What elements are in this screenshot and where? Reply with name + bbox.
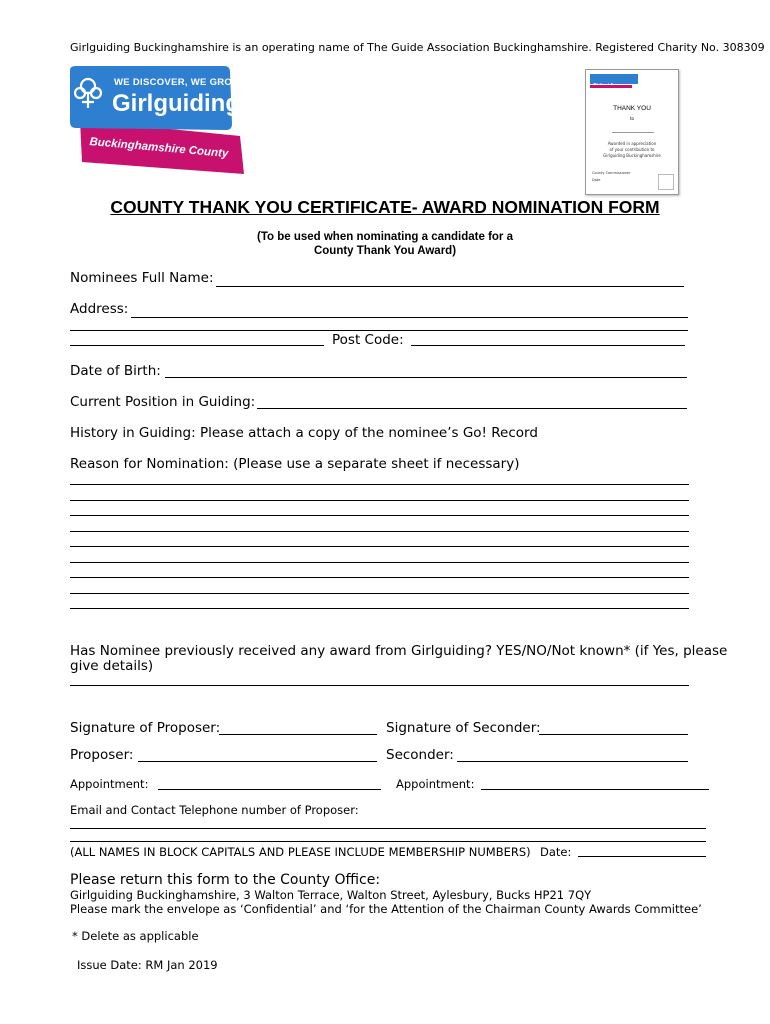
appointment-seconder-label: Appointment: [396, 777, 475, 791]
certificate-name-line [612, 132, 654, 133]
previous-award-details-field[interactable] [70, 685, 689, 686]
proposer-field[interactable] [138, 761, 377, 762]
certificate-line-2: of your contribution to [609, 147, 655, 152]
certificate-date: Date [592, 178, 601, 182]
return-address: Girlguiding Buckinghamshire, 3 Walton Terrace, Walton Street, Aylesbury, Bucks HP21 7QY [70, 888, 592, 902]
certificate-line-1: Awarded in appreciation [607, 141, 657, 146]
certificate-brand-bar [590, 74, 638, 84]
address-field-line-3[interactable] [70, 345, 324, 346]
appointment-proposer-label: Appointment: [70, 777, 149, 791]
seconder-field[interactable] [457, 761, 688, 762]
logo-tagline: WE DISCOVER, WE GROW [114, 77, 242, 88]
reason-field-line[interactable] [70, 593, 689, 594]
reason-field-line[interactable] [70, 577, 689, 578]
signature-seconder-field[interactable] [539, 734, 688, 735]
proposer-label: Proposer: [70, 747, 134, 763]
certificate-signature: County Commissioner [592, 171, 631, 175]
girlguiding-logo [68, 66, 248, 178]
form-subtitle-line-1: (To be used when nominating a candidate for a [256, 231, 513, 243]
certificate-seal [658, 174, 674, 190]
previous-award-question-cont: give details) [70, 658, 154, 674]
form-title: COUNTY THANK YOU CERTIFICATE- AWARD NOMINATION FORM [110, 197, 660, 217]
postcode-field[interactable] [411, 345, 685, 346]
certificate-accent-bar [590, 85, 632, 88]
reason-field-line[interactable] [70, 562, 689, 563]
reason-field-line[interactable] [70, 531, 689, 532]
dob-label: Date of Birth: [70, 363, 161, 379]
reason-label: Reason for Nomination: (Please use a separate sheet if necessary) [70, 456, 520, 472]
return-heading: Please return this form to the County Office: [70, 872, 381, 888]
signature-seconder-label: Signature of Seconder: [386, 720, 541, 736]
certificate-preview [585, 69, 679, 195]
reason-field-line[interactable] [70, 500, 689, 501]
address-field-line-1[interactable] [131, 317, 688, 318]
nominee-name-field[interactable] [216, 286, 684, 287]
logo-county: Buckinghamshire County [88, 136, 229, 161]
email-phone-label: Email and Contact Telephone number of Proposer: [70, 803, 359, 817]
certificate-line-3: Girlguiding Buckinghamshire [603, 153, 661, 158]
email-phone-field-line-2[interactable] [70, 841, 706, 842]
certificate-body [586, 141, 678, 159]
form-subtitle-line-2: County Thank You Award) [313, 245, 457, 257]
appointment-proposer-field[interactable] [158, 789, 381, 790]
reason-field-line[interactable] [70, 608, 689, 609]
appointment-seconder-field[interactable] [481, 789, 709, 790]
reason-field-line[interactable] [70, 515, 689, 516]
address-label: Address: [70, 301, 129, 317]
signature-proposer-field[interactable] [219, 734, 377, 735]
postcode-label: Post Code: [332, 332, 404, 348]
envelope-instruction: Please mark the envelope as ‘Confidential’ and ‘for the Attention of the Chairman County Awards Committee’ [70, 902, 702, 916]
charity-statement: Girlguiding Buckinghamshire is an operating name of The Guide Association Buckinghamshire. Registered Charity No. 308309 [70, 41, 765, 54]
previous-award-question: Has Nominee previously received any award from Girlguiding? YES/NO/Not known* (if Yes, please [70, 643, 728, 659]
logo-brand: Girlguiding [112, 90, 240, 117]
nominee-name-label: Nominees Full Name: [70, 270, 214, 286]
delete-note: * Delete as applicable [72, 929, 199, 943]
history-instruction: History in Guiding: Please attach a copy of the nominee’s Go! Record [70, 425, 538, 441]
certificate-heading: THANK YOU [613, 105, 651, 112]
reason-field-line[interactable] [70, 546, 689, 547]
email-phone-field-line-1[interactable] [70, 828, 706, 829]
date-label: Date: [540, 845, 572, 859]
date-field[interactable] [578, 856, 706, 857]
address-field-line-2[interactable] [70, 330, 688, 331]
position-field[interactable] [257, 408, 687, 409]
reason-field-line[interactable] [70, 484, 689, 485]
block-capitals-note: (ALL NAMES IN BLOCK CAPITALS AND PLEASE INCLUDE MEMBERSHIP NUMBERS) [70, 845, 531, 859]
certificate-to: to [629, 116, 634, 121]
position-label: Current Position in Guiding: [70, 394, 256, 410]
seconder-label: Seconder: [386, 747, 454, 763]
dob-field[interactable] [165, 377, 687, 378]
signature-proposer-label: Signature of Proposer: [70, 720, 221, 736]
issue-date: Issue Date: RM Jan 2019 [77, 958, 218, 972]
